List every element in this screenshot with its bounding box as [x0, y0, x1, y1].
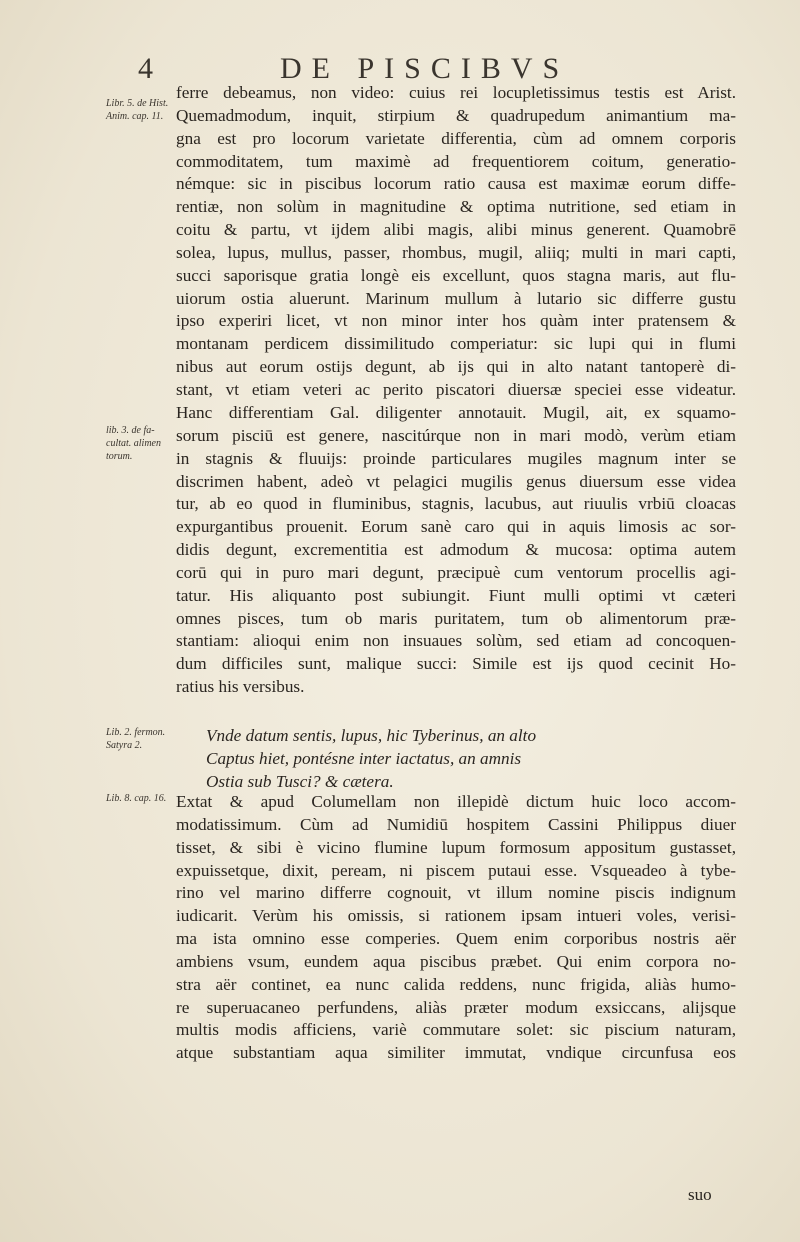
text-line: modatissimum. Cùm ad Numidiū hospitem Cassini Philippus diuer — [176, 814, 736, 834]
text-line: ambiens vsum, eundem aqua piscibus præbet. Qui enim corpora no- — [176, 951, 736, 971]
margin-note-horace: Lib. 2. fermon. Satyra 2. — [106, 727, 166, 751]
text-line: ratius his versibus. — [176, 677, 305, 697]
paragraph-galen — [176, 402, 736, 699]
margin-note-columella: Lib. 8. cap. 16. — [106, 793, 167, 804]
text-line: Extat & apud Columellam non illepidè dictum huic loco accom- — [176, 792, 736, 811]
text-line: expurgantibus prouenit. Eorum sanè caro qui in aquis limosis ac sor- — [176, 517, 736, 537]
paragraph-aristotle — [176, 82, 736, 402]
text-line: némque: sic in piscibus locorum ratio causa est maximæ eorum diffe- — [176, 174, 736, 194]
text-line: montanam perdicem dissimilitudo comperiatur: sic lupi qui in flumi — [176, 334, 736, 354]
catchword: suo — [688, 1185, 712, 1204]
text-line: expuissetque, dixit, peream, ni piscem putaui esse. Vsqueadeo à tybe- — [176, 860, 736, 880]
text-line: nibus aut eorum ostijs degunt, ab ijs qui in alto natant tantoperè di- — [176, 357, 736, 377]
text-line: omnes pisces, tum ob maris puritatem, tum ob alimentorum præ- — [176, 608, 736, 628]
text-line: succi saporisque gratia longè eis excellunt, quos stagna maris, aut flu- — [176, 265, 736, 285]
text-line: stra aër continet, ea nunc calida reddens, nunc frigida, aliàs humo- — [176, 974, 736, 994]
running-title: DE PISCIBVS — [280, 52, 570, 85]
text-line: multis modis afficiens, variè commutare solet: sic piscium naturam, — [176, 1020, 736, 1040]
text-line: ipso experiri licet, vt non minor inter hos quàm inter pratensem & — [176, 311, 736, 331]
text-line: in stagnis & fluuijs: proinde particulares mugiles magnum inter se — [176, 448, 736, 468]
text-line: iudicarit. Verùm his omissis, si rationem ipsam intueri voles, verisi- — [176, 906, 736, 926]
verse-line: Vnde datum sentis, lupus, hic Tyberinus, an alto — [206, 726, 537, 745]
text-line: ferre debeamus, non video: cuius rei locupletissimus testis est Arist. — [176, 83, 736, 102]
text-line: discrimen habent, adeò vt pelagici mugilis genus diuersum esse videa — [176, 471, 736, 491]
text-line: corū qui in puro mari degunt, præcipuè cum ventorum procellis agi- — [176, 562, 736, 582]
text-line: coitu & partu, vt ijdem alibi magis, alibi minus generent. Quamobrē — [176, 220, 736, 240]
text-line: tatur. His aliquanto post subiungit. Fiunt mulli optimi vt cæteri — [176, 585, 736, 605]
text-line: rino vel marino differre cognouit, vt illum nomine piscis indignum — [176, 883, 736, 903]
text-line: stantiam: alioqui enim non insuaues solùm, sed etiam ad concoquen- — [176, 631, 736, 651]
text-line: ma ista omnino esse comperies. Quem enim corporibus nostris aër — [176, 929, 736, 949]
text-line: tisset, & sibi è vicino flumine lupum formosum appositum gustasset, — [176, 837, 736, 857]
text-line: Quemadmodum, inquit, stirpium & quadrupedum animantium ma- — [176, 105, 736, 125]
text-line: re superuacaneo perfundens, aliàs præter modum exsiccans, alijsque — [176, 997, 736, 1017]
horace-verse — [206, 725, 706, 794]
text-line: solea, lupus, mullus, passer, rhombus, mugil, aliiq; multi in mari capti, — [176, 242, 736, 262]
text-line: sorum pisciū est genere, nascitúrque non in mari modò, verùm etiam — [176, 425, 736, 445]
text-line: dum difficiles sunt, malique succi: Simile est ijs quod cecinit Ho- — [176, 654, 736, 674]
text-line: didis degunt, excrementitia est admodum & mucosa: optima autem — [176, 540, 736, 560]
page-number: 4 — [138, 52, 153, 85]
verse-line: Ostia sub Tusci? & cætera. — [206, 771, 394, 791]
text-line: commoditatem, tum maximè ad frequentiorem coitum, generatio- — [176, 151, 736, 171]
text-line: gna est pro locorum varietate differentia, cùm ad omnem corporis — [176, 128, 736, 148]
margin-note-hist-anim: Libr. 5. de Hist. Anim. cap. 11. — [106, 98, 169, 122]
text-line: Hanc differentiam Gal. diligenter annotauit. Mugil, ait, ex squamo- — [176, 403, 736, 422]
text-line: tur, ab eo quod in fluminibus, stagnis, lacubus, aut riuulis vrbiū cloacas — [176, 494, 736, 514]
text-line: uiorum ostia aluerunt. Marinum mullum à lutario sic differre gustu — [176, 288, 736, 308]
text-line: atque substantiam aqua similiter immutat, vndique circunfusa eos — [176, 1043, 736, 1063]
verse-line: Captus hiet, pontésne inter iactatus, an amnis — [206, 748, 522, 768]
margin-note-galen: lib. 3. de fa- cultat. alimen torum. — [106, 425, 161, 462]
text-line: rentiæ, non solùm in magnitudine & optima nutritione, sed etiam in — [176, 197, 736, 217]
text-line: stant, vt etiam veteri ac perito piscatori diuersæ speciei esse videatur. — [176, 379, 736, 399]
paragraph-columella — [176, 791, 736, 1065]
